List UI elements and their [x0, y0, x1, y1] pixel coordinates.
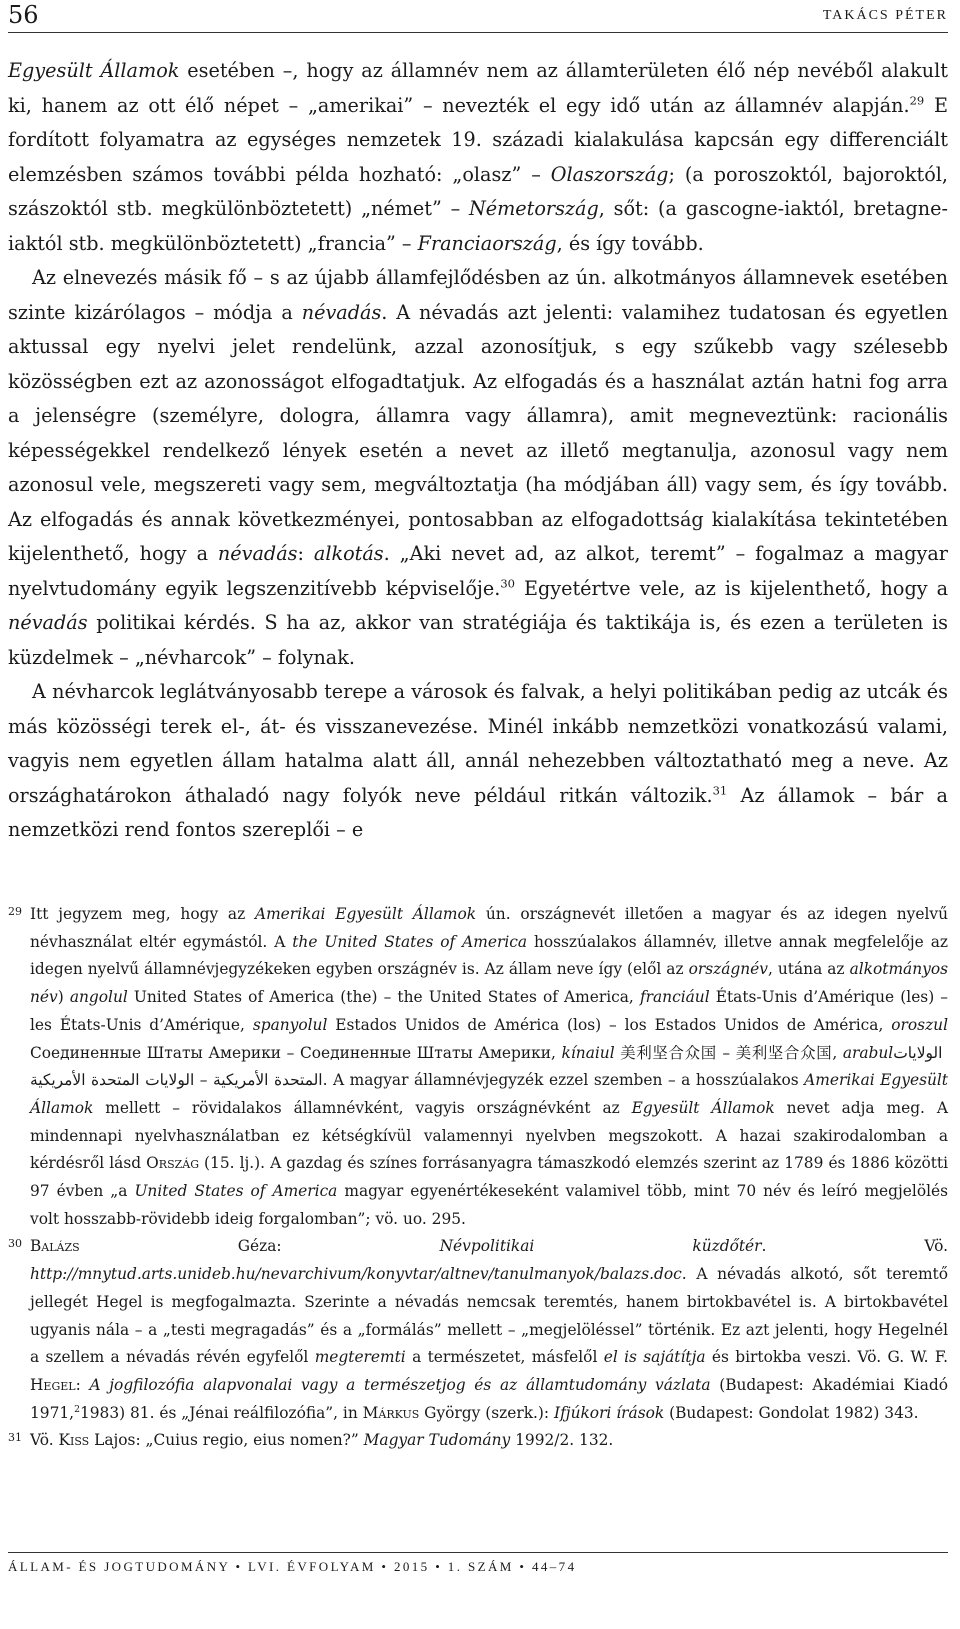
- reference-link[interactable]: http://mnytud.arts.unideb.hu/nevarchivum/konyvtar/altnev/tanulmanyok/balazs.doc: [30, 1265, 682, 1284]
- text-run: esetében –, hogy az államnév nem az államterületen élő nép nevéből alakult ki, hanem az ott élő népet – „amerikai” – nevezték el egy idő után az államnév alapján.: [8, 59, 948, 117]
- text-run: . A magyar államnévjegyzék ezzel szemben – a hosszúalakos: [322, 1071, 805, 1090]
- text-run: és birtokba veszi. Vö. G. W. F.: [705, 1348, 949, 1367]
- emphasis: A jogfilozófia alapvonalai vagy a természetjog és az államtudomány vázlata: [89, 1375, 711, 1394]
- paragraph-3: [8, 675, 948, 848]
- text-run: (Budapest: Akadémiai Kiadó 1971,: [30, 1375, 948, 1422]
- emphasis: Ifjúkori írások: [554, 1403, 665, 1422]
- page-number: 56: [8, 1, 39, 29]
- paragraph-1: [8, 54, 948, 261]
- footnote-31: [8, 1427, 948, 1455]
- text-run: , utána az: [767, 960, 850, 979]
- emphasis: Amerikai Egyesült Államok: [254, 905, 477, 923]
- text-run: . A névadás alkotó, sőt teremtő jellegét Hegel is megfogalmazta. Szerinte a névadás nemcsak teremtés, hanem birtokbavétel is. A birtokbavétel ugyanis nála – a „testi megragadás” és a „formálás” mellett – „megjelöléssel” történik. Ez azt jelenti, hogy Hegelnél a szellem a névadás révén egyfelől: [30, 1265, 948, 1367]
- emphasis: országnév: [688, 960, 768, 979]
- text-run: magyar egyenértékeseként valamivel több, mint 70 név és leíró megjelölés volt hosszabb-rövidebb ideig forgalomban”; vö. uo. 295.: [30, 1182, 949, 1228]
- edition-superscript: 2: [74, 1403, 80, 1415]
- text-run: . Vö.: [761, 1237, 948, 1256]
- footnotes: [8, 901, 948, 1455]
- text-run: Estados Unidos de América (los) – los Estados Unidos de América,: [327, 1015, 892, 1034]
- author-name: Ország: [146, 1154, 199, 1173]
- text-run: Lajos: „Cuius regio, eius nomen?”: [89, 1431, 364, 1450]
- text-run: 美利坚合众国 – 美利坚合众国,: [614, 1043, 843, 1062]
- journal-citation: ÁLLAM- ÉS JOGTUDOMÁNY • LVI. ÉVFOLYAM • 2015 • 1. SZÁM • 44–74: [8, 1559, 577, 1574]
- text-run: ún. országnevét illetően a magyar és az idegen nyelvű névhasználat eltér egymástól. A: [30, 905, 949, 951]
- emphasis: oroszul: [891, 1015, 949, 1034]
- text-run: . „Aki nevet ad, az alkot, teremt” – fogalmaz a magyar nyelvtudomány egyik legszenzitívebb képviselője.: [8, 542, 948, 600]
- arabic-text: الولايات المتحدة الأمريكية – الولايات المتحدة الأمريكية: [30, 1043, 948, 1090]
- emphasis: Olaszország: [550, 162, 669, 186]
- emphasis: megteremti: [314, 1348, 406, 1367]
- text-run: :: [75, 1375, 90, 1394]
- emphasis: arabul: [842, 1043, 894, 1062]
- page-header: [8, 0, 948, 33]
- footnote-30: [8, 1233, 948, 1427]
- text-run: A névharcok leglátványosabb terepe a városok és falvak, a helyi politikában pedig az utcák és más közösségi terek el-, át- és visszanevezése. Minél inkább nemzetközi vonatkozású valami, vagyis nem egyetlen állam hatalma alatt áll, annál nehezebben változtatható meg a neve. Az országhatárokon áthaladó nagy folyók neve például ritkán változik.: [8, 680, 948, 807]
- author-name: Balázs: [30, 1237, 80, 1256]
- text-run: États-Unis d’Amérique (les) – les États-Unis d’Amérique,: [30, 988, 949, 1034]
- footnote-ref-29[interactable]: 29: [909, 93, 925, 108]
- emphasis: United States of America: [134, 1182, 338, 1201]
- author-name: Kiss: [58, 1431, 90, 1450]
- footnote-number: 29: [8, 905, 22, 918]
- emphasis: angolul: [69, 988, 128, 1007]
- text-run: mellett – rövidalakos államnévként, vagyis országnévként az: [93, 1098, 632, 1117]
- emphasis: Névpolitikai küzdőtér: [439, 1237, 762, 1256]
- text-run: Vö.: [30, 1431, 59, 1450]
- emphasis: Egyesült Államok: [631, 1098, 775, 1117]
- paragraph-2: [8, 261, 948, 675]
- emphasis: alkotás: [313, 542, 384, 565]
- emphasis: Amerikai Egyesült Államok: [30, 1071, 948, 1117]
- emphasis: spanyolul: [252, 1015, 328, 1034]
- text-run: 1992/2. 132.: [510, 1431, 614, 1450]
- text-run: Az államok – bár a nemzetközi rend fontos szereplői – e: [8, 783, 948, 841]
- emphasis: névadás: [301, 300, 382, 324]
- text-run: ): [57, 988, 70, 1007]
- emphasis: alkotmányos név: [30, 960, 948, 1007]
- text-run: 1983) 81. és „Jénai reálfilozófia”, in: [79, 1403, 363, 1422]
- emphasis: Magyar Tudomány: [363, 1431, 511, 1450]
- text-run: (Budapest: Gondolat 1982) 343.: [664, 1403, 919, 1422]
- author-name: Márkus: [362, 1403, 420, 1422]
- emphasis: kínaiul: [561, 1043, 615, 1062]
- text-run: . A névadás azt jelenti: valamihez tudatosan és egyetlen aktussal egy nyelvi jelet rendelünk, azzal azonosítjuk, s egy szűkebb vagy szélesebb közösségben ezt az azonosságot elfogadtatjuk. Az elfogadás és a használat aztán hatni fog arra a jelenségre (személyre, dologra, államra vagy államra), amit megneveztünk: racionális képességekkel rendelkező lények esetén a nevet az illető megtanulja, azonosul vagy nem azonosul vele, megszereti vagy sem, megváltoztatja (ha módjában áll) vagy sem, és így tovább. Az elfogadás és annak következményei, pontosabban az elfogadottság kialakítása tekintetében kijelenthető, hogy a: [8, 300, 948, 565]
- running-head-author: TAKÁCS PÉTER: [822, 8, 948, 23]
- text-run: (15. lj.). A gazdag és színes forrásanyagra támaszkodó elemzés szerint az 1789 és 1886 közötti 97 évben „a: [30, 1154, 949, 1201]
- text-run: a természetet, másfelől: [405, 1348, 604, 1367]
- footnote-number: 30: [8, 1237, 22, 1251]
- text-run: Соединенные Штаты Америки – Соединенные Штаты Америки,: [30, 1043, 562, 1062]
- footnote-ref-31[interactable]: 31: [712, 783, 728, 798]
- text-run: Egyetértve vele, az is kijelenthető, hogy a: [514, 576, 949, 600]
- page-footer: [8, 1552, 948, 1581]
- text-run: Itt jegyzem meg, hogy az: [30, 905, 255, 923]
- main-text: [8, 54, 948, 848]
- emphasis: névadás: [8, 611, 88, 634]
- text-run: nevet adja meg. A mindennapi nyelvhasználatban ez kétségkívül valamennyi nyelvben megszokott. A hazai szakirodalomban a kérdésről lásd: [30, 1098, 948, 1173]
- text-run: Géza:: [79, 1237, 440, 1256]
- text-run: György (szerk.):: [419, 1403, 555, 1422]
- emphasis: Franciaország: [417, 231, 557, 255]
- emphasis: névadás: [217, 542, 298, 565]
- text-run: , sőt: (a gascogne-iaktól, bretagne-iaktól stb. megkülönböztetett) „francia” –: [8, 197, 948, 255]
- footnote-ref-30[interactable]: 30: [500, 576, 515, 591]
- text-run: :: [297, 542, 314, 565]
- emphasis: el is sajátítja: [603, 1348, 706, 1367]
- text-run: United States of America (the) – the United States of America,: [127, 988, 640, 1007]
- text-run: E fordított folyamatra az egységes nemzetek 19. századi kialakulása kapcsán egy differenciált elemzésben számos további példa hozható: „olasz” –: [8, 93, 948, 186]
- footnote-29: [8, 901, 948, 1233]
- emphasis: the United States of America: [292, 932, 528, 951]
- footnote-number: 31: [8, 1431, 22, 1445]
- text-run: Az elnevezés másik fő – s az újabb államfejlődésben az ún. alkotmányos államnevek esetében szinte kizárólagos – módja a: [8, 266, 948, 324]
- text-run: politikai kérdés. S ha az, akkor van stratégiája és taktikája is, és ezen a területen is küzdelmek – „névharcok” – folynak.: [8, 611, 948, 669]
- emphasis: Németország: [468, 197, 599, 220]
- author-name: Hegel: [30, 1375, 76, 1394]
- emphasis: Egyesült Államok: [8, 59, 180, 82]
- text-run: , és így tovább.: [556, 231, 704, 255]
- text-run: ; (a poroszoktól, bajoroktól, szászoktól stb. megkülönböztetett) „német” –: [8, 162, 948, 220]
- emphasis: franciául: [639, 988, 710, 1007]
- text-run: hosszúalakos államnév, illetve annak megfelelője az idegen nyelvű államnévjegyzékeken egyben országnév is. Az állam neve így (elől az: [30, 932, 948, 979]
